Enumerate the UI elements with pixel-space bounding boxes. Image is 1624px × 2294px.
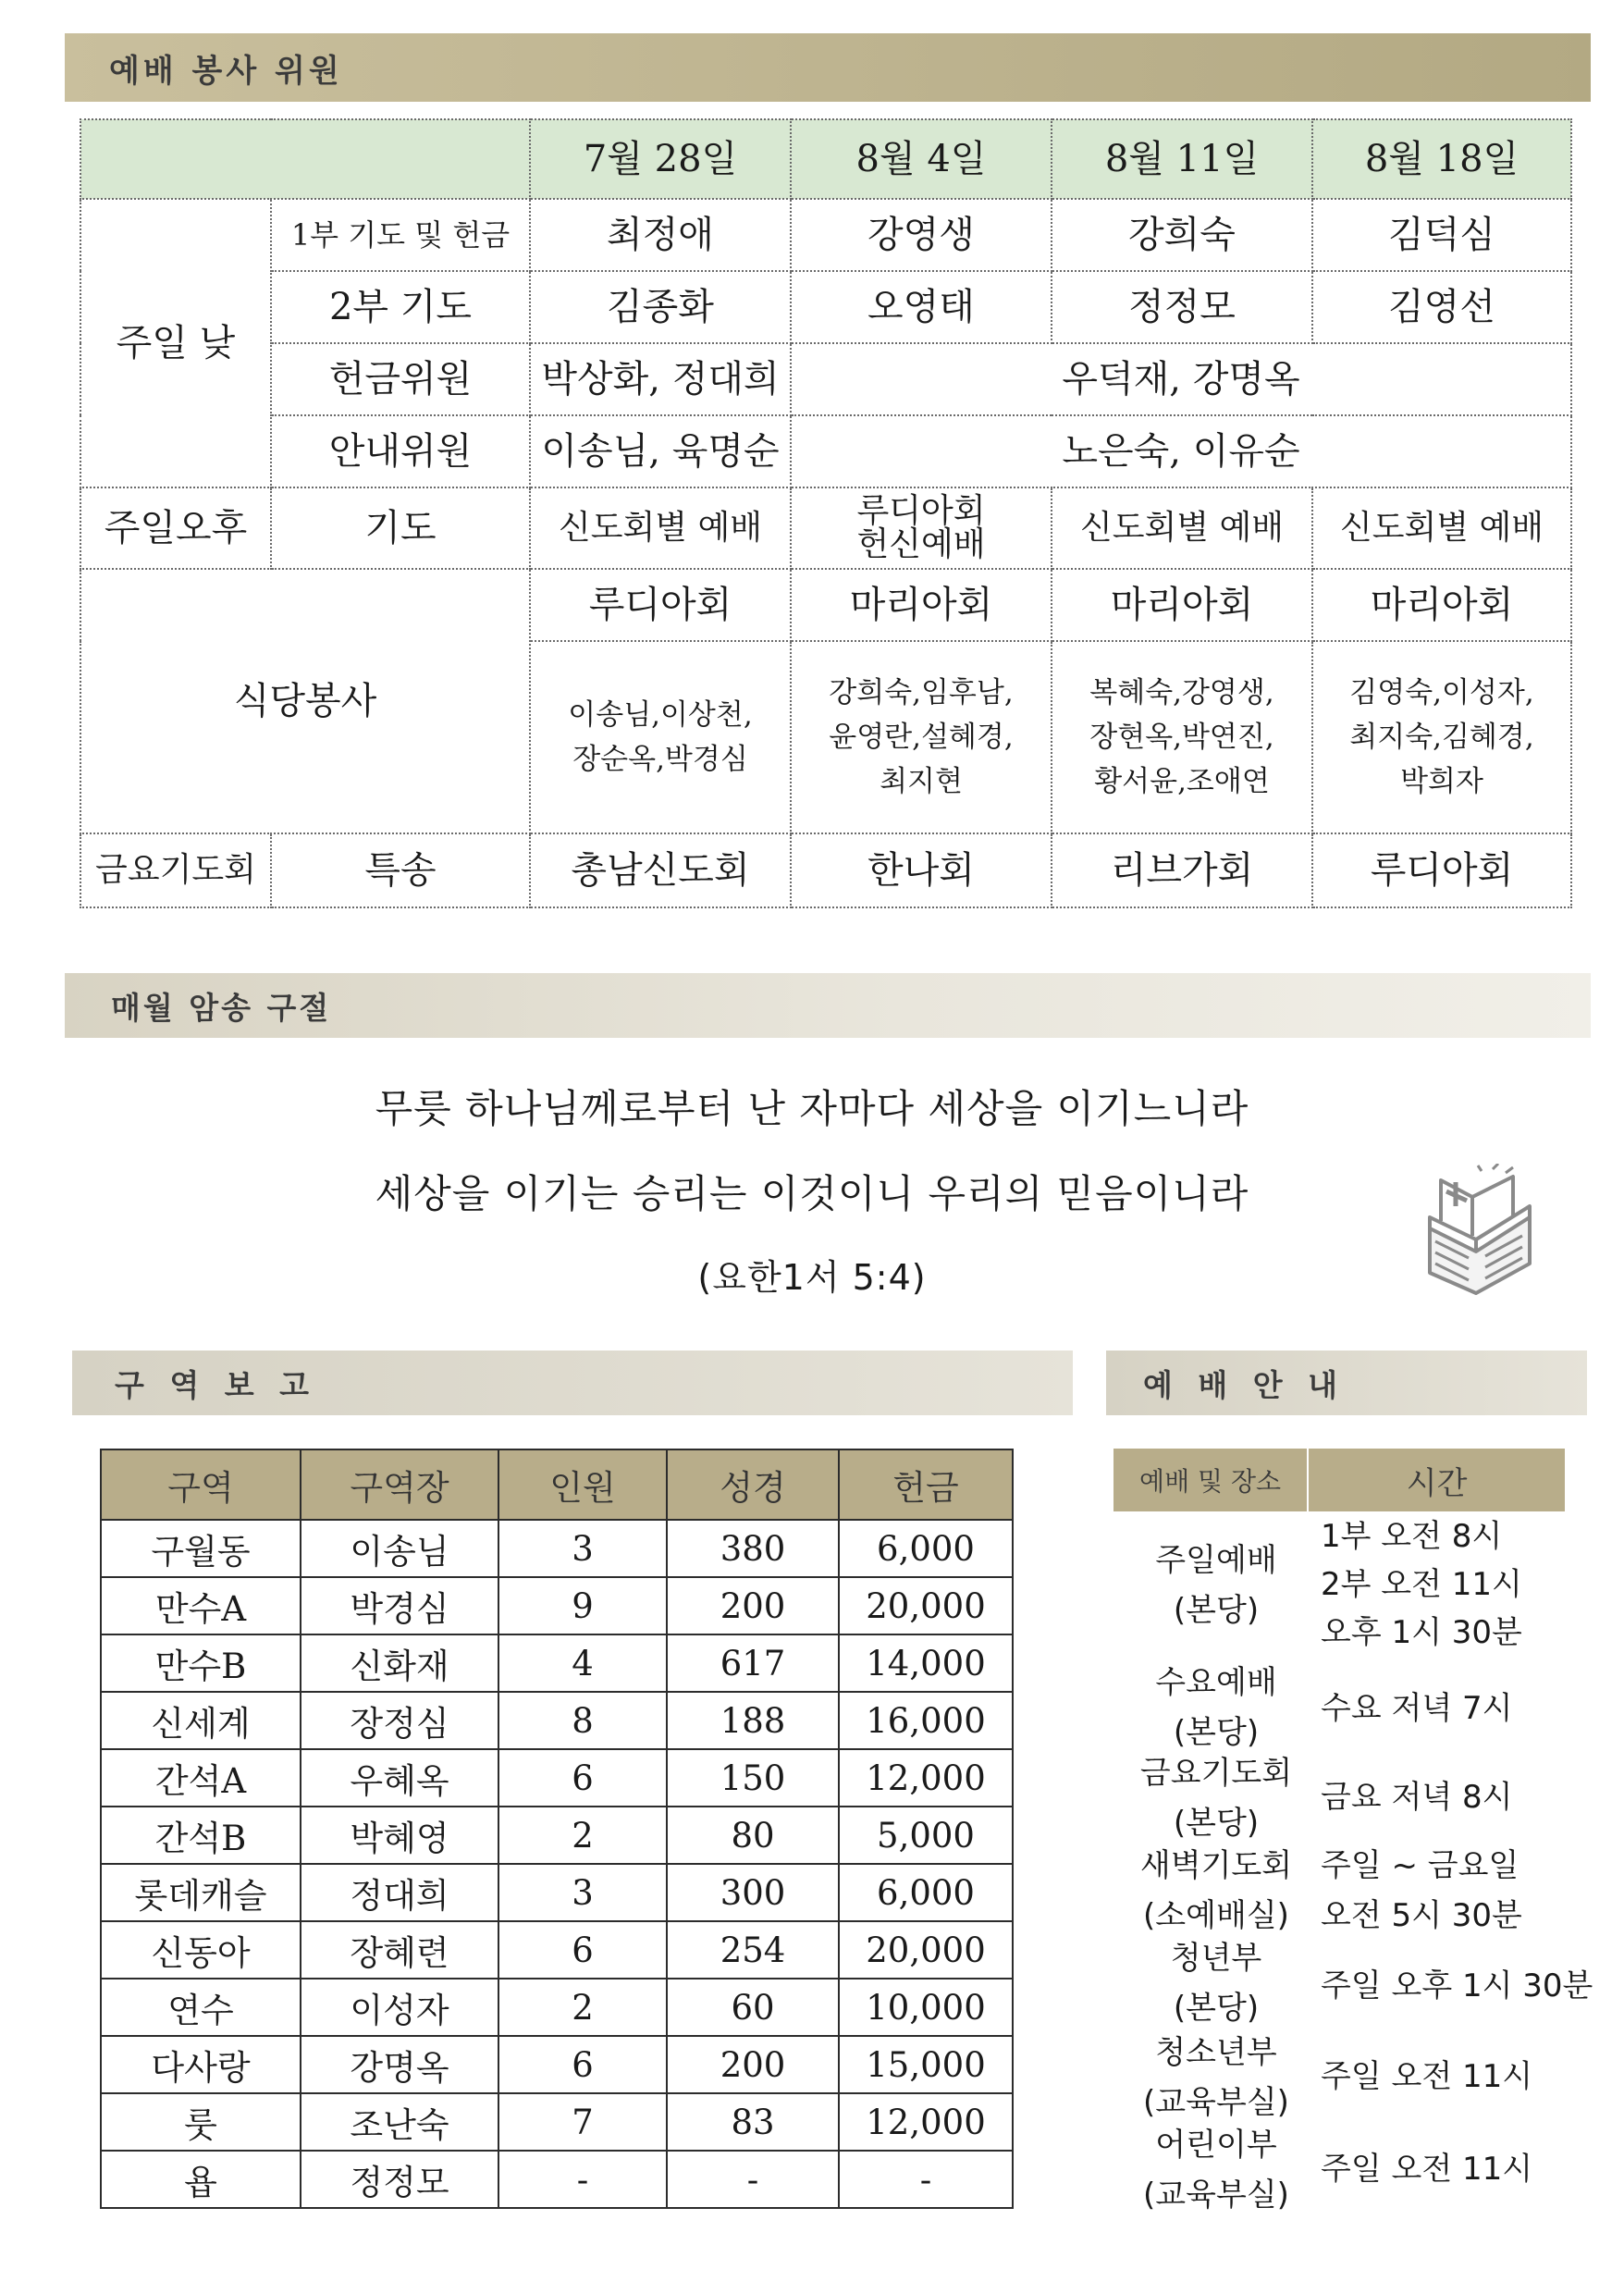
- date-header: 8월 18일: [1312, 119, 1571, 199]
- table-cell: 조난숙: [301, 2093, 498, 2151]
- row-label: 특송: [271, 833, 530, 907]
- table-cell: 80: [667, 1807, 839, 1864]
- worship-time: 1부 오전 8시: [1321, 1518, 1503, 1555]
- table-cell: 박혜영: [301, 1807, 498, 1864]
- column-header: 헌금: [839, 1449, 1013, 1520]
- table-cell: -: [667, 2151, 839, 2208]
- table-cell: 장혜련: [301, 1921, 498, 1979]
- table-cell: 욥: [101, 2151, 301, 2208]
- table-cell: 14,000: [839, 1634, 1013, 1692]
- column-header: 구역장: [301, 1449, 498, 1520]
- worship-time: 금요 저녁 8시: [1321, 1779, 1513, 1816]
- table-cell: 380: [667, 1520, 839, 1577]
- cell: 한나회: [791, 833, 1052, 907]
- table-cell: 연수: [101, 1979, 301, 2036]
- column-header: 구역: [101, 1449, 301, 1520]
- cell: 강희숙: [1052, 199, 1312, 271]
- table-row: [101, 1577, 1013, 1634]
- cell: 이송님,이상천, 장순옥,박경심: [530, 641, 791, 833]
- cell: 루디아회: [530, 569, 791, 641]
- table-row: [101, 2093, 1013, 2151]
- cell: 신도회별 예배: [1052, 487, 1312, 569]
- table-cell: 3: [498, 1520, 667, 1577]
- column-header-place: 예배 및 장소: [1113, 1449, 1309, 1511]
- table-cell: -: [839, 2151, 1013, 2208]
- service-committee-table: [80, 118, 1572, 908]
- worship-name: 어린이부: [1155, 2127, 1277, 2164]
- cell: 복혜숙,강영생, 장현옥,박연진, 황서윤,조애연: [1052, 641, 1312, 833]
- table-row: [101, 1749, 1013, 1807]
- row-label: 2부 기도: [271, 271, 530, 343]
- bible-icon: [1421, 1164, 1541, 1302]
- cell: 김영선: [1312, 271, 1571, 343]
- worship-time: 주일 오전 11시: [1321, 2151, 1533, 2188]
- table-cell: 200: [667, 1577, 839, 1634]
- worship-place: (본당): [1173, 1990, 1260, 2027]
- table-cell: 12,000: [839, 1749, 1013, 1807]
- row-label: 헌금위원: [271, 343, 530, 415]
- table-cell: 254: [667, 1921, 839, 1979]
- table-cell: 2: [498, 1979, 667, 2036]
- cell: 루디아회: [1312, 833, 1571, 907]
- table-cell: 200: [667, 2036, 839, 2093]
- table-cell: 6,000: [839, 1864, 1013, 1921]
- table-cell: 150: [667, 1749, 839, 1807]
- table-cell: 4: [498, 1634, 667, 1692]
- cell: 오영태: [791, 271, 1052, 343]
- worship-place: (교육부실): [1143, 2177, 1289, 2214]
- worship-time: 2부 오전 11시: [1321, 1566, 1522, 1603]
- table-cell: 6: [498, 1921, 667, 1979]
- table-cell: 60: [667, 1979, 839, 2036]
- table-row: [101, 1520, 1013, 1577]
- table-cell: 2: [498, 1807, 667, 1864]
- table-cell: 12,000: [839, 2093, 1013, 2151]
- table-cell: 20,000: [839, 1921, 1013, 1979]
- table-cell: 이성자: [301, 1979, 498, 2036]
- cell: 루디아회 헌신예배: [791, 487, 1052, 569]
- header-blank: [80, 119, 530, 199]
- table-cell: -: [498, 2151, 667, 2208]
- table-cell: 9: [498, 1577, 667, 1634]
- table-cell: 이송님: [301, 1520, 498, 1577]
- table-cell: 룻: [101, 2093, 301, 2151]
- table-cell: 188: [667, 1692, 839, 1749]
- worship-name: 새벽기도회: [1139, 1847, 1293, 1884]
- cell: 신도회별 예배: [1312, 487, 1571, 569]
- worship-name: 청소년부: [1155, 2034, 1277, 2071]
- worship-time: 주일 ~ 금요일: [1321, 1847, 1519, 1884]
- cell: 강희숙,임후남, 윤영란,설혜경, 최지현: [791, 641, 1052, 833]
- table-row: [101, 2036, 1013, 2093]
- column-header-time: 시간: [1406, 1464, 1468, 1502]
- table-cell: 간석A: [101, 1749, 301, 1807]
- table-cell: 10,000: [839, 1979, 1013, 2036]
- worship-time: 주일 오전 11시: [1321, 2058, 1533, 2095]
- table-cell: 20,000: [839, 1577, 1013, 1634]
- table-cell: 간석B: [101, 1807, 301, 1864]
- date-header: 8월 4일: [791, 119, 1052, 199]
- table-cell: 만수A: [101, 1577, 301, 1634]
- worship-time: 오전 5시 30분: [1321, 1897, 1522, 1934]
- table-row: [101, 1864, 1013, 1921]
- table-cell: 다사랑: [101, 2036, 301, 2093]
- row-label: 기도: [271, 487, 530, 569]
- table-cell: 617: [667, 1634, 839, 1692]
- table-cell: 300: [667, 1864, 839, 1921]
- table-cell: 15,000: [839, 2036, 1013, 2093]
- worship-name: 청년부: [1170, 1940, 1262, 1977]
- table-cell: 5,000: [839, 1807, 1013, 1864]
- cell: 마리아회: [791, 569, 1052, 641]
- cell: 김종화: [530, 271, 791, 343]
- table-cell: 신화재: [301, 1634, 498, 1692]
- section-header-service: 예배 봉사 위원: [65, 33, 1591, 102]
- verse-line-1: 무릇 하나님께로부터 난 자마다 세상을 이기느니라: [375, 1086, 1249, 1131]
- worship-place: (본당): [1173, 1714, 1260, 1751]
- table-cell: 7: [498, 2093, 667, 2151]
- cell-merged: 노은숙, 이유순: [791, 415, 1571, 487]
- section-header-district: 구 역 보 고: [72, 1350, 1073, 1415]
- cell: 강영생: [791, 199, 1052, 271]
- table-cell: 6,000: [839, 1520, 1013, 1577]
- worship-name: 주일예배: [1155, 1542, 1277, 1579]
- table-cell: 박경심: [301, 1577, 498, 1634]
- row-group-sunday-pm: 주일오후: [80, 487, 271, 569]
- cell: 신도회별 예배: [530, 487, 791, 569]
- table-cell: 16,000: [839, 1692, 1013, 1749]
- table-cell: 구월동: [101, 1520, 301, 1577]
- cell: 리브가회: [1052, 833, 1312, 907]
- table-cell: 3: [498, 1864, 667, 1921]
- verse-line-2: 세상을 이기는 승리는 이것이니 우리의 믿음이니라: [375, 1171, 1249, 1216]
- row-label: 안내위원: [271, 415, 530, 487]
- column-header: 인원: [498, 1449, 667, 1520]
- row-label: 1부 기도 및 헌금: [271, 199, 530, 271]
- table-row: [101, 1807, 1013, 1864]
- table-row: [101, 1921, 1013, 1979]
- cell: 박상화, 정대희: [530, 343, 791, 415]
- cell: 마리아회: [1052, 569, 1312, 641]
- cell: 최정애: [530, 199, 791, 271]
- table-cell: 6: [498, 2036, 667, 2093]
- table-cell: 8: [498, 1692, 667, 1749]
- worship-time: 수요 저녁 7시: [1321, 1690, 1513, 1727]
- cell: 김덕심: [1312, 199, 1571, 271]
- section-header-memory-verse: 매월 암송 구절: [65, 973, 1591, 1038]
- table-row: [101, 1979, 1013, 2036]
- table-cell: 장정심: [301, 1692, 498, 1749]
- table-cell: 정정모: [301, 2151, 498, 2208]
- cell: 정정모: [1052, 271, 1312, 343]
- worship-name: 수요예배: [1155, 1664, 1277, 1701]
- cell: 마리아회: [1312, 569, 1571, 641]
- cell: 김영숙,이성자, 최지숙,김혜경, 박희자: [1312, 641, 1571, 833]
- row-group-kitchen: 식당봉사: [80, 569, 530, 833]
- worship-place: (소예배실): [1143, 1897, 1289, 1934]
- section-header-worship-guide: 예 배 안 내: [1106, 1350, 1587, 1415]
- worship-time: 오후 1시 30분: [1321, 1614, 1522, 1651]
- table-cell: 강명옥: [301, 2036, 498, 2093]
- worship-guide-header: [1113, 1449, 1565, 1511]
- worship-place: (본당): [1173, 1805, 1260, 1842]
- table-cell: 우혜옥: [301, 1749, 498, 1807]
- verse-reference: (요한1서 5:4): [697, 1257, 927, 1298]
- table-cell: 신세계: [101, 1692, 301, 1749]
- table-cell: 83: [667, 2093, 839, 2151]
- table-cell: 6: [498, 1749, 667, 1807]
- table-cell: 만수B: [101, 1634, 301, 1692]
- cell: 이송님, 육명순: [530, 415, 791, 487]
- worship-place: (본당): [1173, 1592, 1260, 1629]
- worship-place: (교육부실): [1143, 2084, 1289, 2121]
- date-header: 7월 28일: [530, 119, 791, 199]
- table-cell: 롯데캐슬: [101, 1864, 301, 1921]
- cell-merged: 우덕재, 강명옥: [791, 343, 1571, 415]
- table-cell: 정대희: [301, 1864, 498, 1921]
- date-header: 8월 11일: [1052, 119, 1312, 199]
- row-group-sunday-day: 주일 낮: [80, 199, 271, 487]
- district-table-body: [101, 1520, 1013, 2208]
- cell: 총남신도회: [530, 833, 791, 907]
- table-row: [101, 1692, 1013, 1749]
- district-report-table: [100, 1449, 1014, 2209]
- worship-name: 금요기도회: [1139, 1755, 1293, 1792]
- column-header: 성경: [667, 1449, 839, 1520]
- table-row: [101, 2151, 1013, 2208]
- worship-time: 주일 오후 1시 30분: [1321, 1967, 1593, 2004]
- table-row: [101, 1634, 1013, 1692]
- row-group-friday: 금요기도회: [80, 833, 271, 907]
- table-cell: 신동아: [101, 1921, 301, 1979]
